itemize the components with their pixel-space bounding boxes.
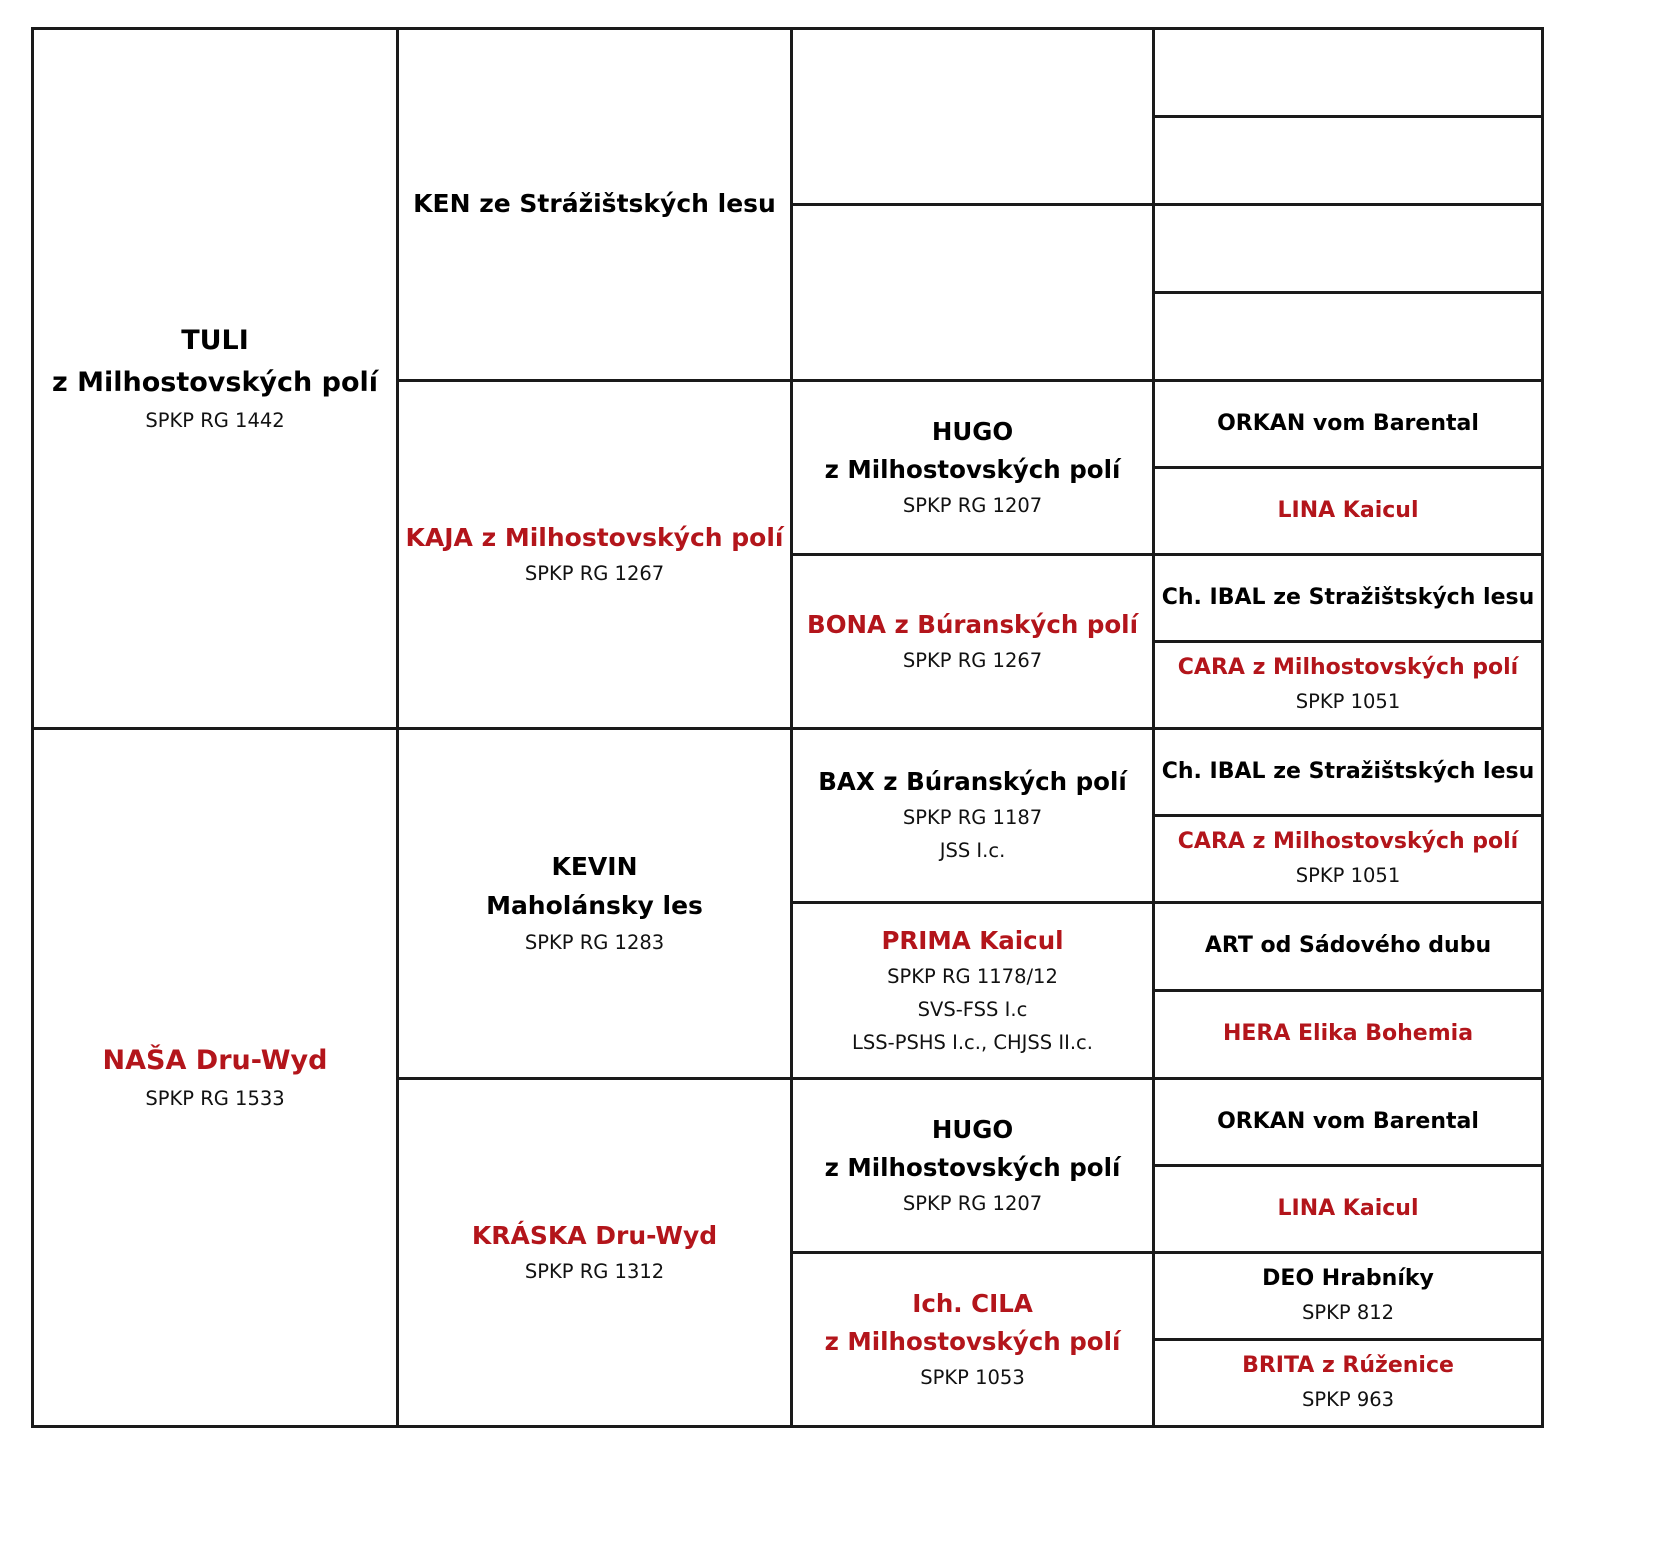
- sire-name-line1: TULI: [181, 325, 249, 357]
- sire-dam-dam-reg: SPKP RG 1267: [902, 648, 1043, 672]
- dam-dam-sire-name-line1: HUGO: [931, 1114, 1014, 1144]
- ancestor-cell-8: [1154, 642, 1543, 729]
- dam-sire-sire-reg: SPKP RG 1187: [902, 806, 1043, 830]
- ancestor-cell-7: [1154, 555, 1543, 642]
- sire-dam-cell: [398, 381, 792, 729]
- ancestor-name-9: Ch. IBAL ze Stražištských lesu: [1161, 758, 1535, 784]
- sire-dam-sire-name-line2: z Milhostovských polí: [824, 454, 1121, 484]
- ancestor-cell-3: [1154, 205, 1543, 293]
- sire-dam-dam-cell: [792, 555, 1154, 729]
- ancestor-reg-16: SPKP 963: [1301, 1388, 1395, 1412]
- ancestor-cell-12: [1154, 991, 1543, 1079]
- ancestor-cell-15: [1154, 1253, 1543, 1340]
- ancestor-cell-5: [1154, 381, 1543, 468]
- ancestor-cell-4: [1154, 293, 1543, 381]
- dam-sire-cell: [398, 729, 792, 1079]
- dam-name: NAŠA Dru-Wyd: [102, 1045, 328, 1076]
- ancestor-cell-2: [1154, 117, 1543, 205]
- sire-reg: SPKP RG 1442: [145, 408, 285, 432]
- ancestor-reg-10: SPKP 1051: [1295, 864, 1401, 888]
- dam-sire-dam-reg: SPKP RG 1178/12: [887, 964, 1058, 988]
- dam-sire-reg: SPKP RG 1283: [524, 930, 665, 954]
- sire-dam-name: KAJA z Milhostovských polí: [405, 522, 784, 552]
- sire-dam-sire-reg: SPKP RG 1207: [902, 493, 1043, 517]
- dam-reg: SPKP RG 1533: [145, 1086, 285, 1110]
- dam-sire-dam-cell: [792, 903, 1154, 1079]
- ancestor-name-15: DEO Hrabníky: [1262, 1266, 1434, 1292]
- sire-cell: [33, 29, 398, 729]
- sire-sire-name: KEN ze Strážištských lesu: [413, 189, 776, 219]
- ancestor-name-14: LINA Kaicul: [1277, 1195, 1419, 1221]
- dam-sire-sire-cell: [792, 729, 1154, 903]
- sire-name-line2: z Milhostovských polí: [51, 366, 379, 398]
- pedigree-table: [31, 27, 1544, 1428]
- ancestor-reg-15: SPKP 812: [1301, 1301, 1395, 1325]
- ancestor-cell-13: [1154, 1079, 1543, 1166]
- dam-sire-sire-title: JSS I.c.: [939, 839, 1006, 863]
- ancestor-cell-10: [1154, 816, 1543, 903]
- ancestor-cell-16: [1154, 1340, 1543, 1427]
- dam-sire-name-line1: KEVIN: [551, 852, 638, 882]
- sire-dam-sire-name-line1: HUGO: [931, 416, 1014, 446]
- sire-sire-cell: [398, 29, 792, 381]
- sire-sire-dam-cell: [792, 205, 1154, 381]
- ancestor-cell-11: [1154, 903, 1543, 991]
- sire-dam-reg: SPKP RG 1267: [524, 562, 665, 586]
- ancestor-cell-1: [1154, 29, 1543, 117]
- dam-dam-dam-name-line2: z Milhostovských polí: [824, 1326, 1121, 1356]
- ancestor-reg-8: SPKP 1051: [1295, 690, 1401, 714]
- dam-dam-reg: SPKP RG 1312: [524, 1260, 665, 1284]
- ancestor-name-16: BRITA z Rúženice: [1242, 1353, 1454, 1379]
- dam-sire-dam-name: PRIMA Kaicul: [881, 925, 1064, 955]
- dam-sire-name-line2: Maholánsky les: [486, 890, 703, 920]
- sire-dam-dam-name: BONA z Búranských polí: [807, 609, 1138, 639]
- ancestor-cell-9: [1154, 729, 1543, 816]
- dam-dam-dam-name-line1: Ich. CILA: [912, 1288, 1033, 1318]
- ancestor-name-5: ORKAN vom Barental: [1217, 410, 1479, 436]
- dam-dam-dam-reg: SPKP 1053: [920, 1365, 1025, 1389]
- ancestor-name-12: HERA Elika Bohemia: [1222, 1021, 1474, 1047]
- sire-sire-sire-cell: [792, 29, 1154, 205]
- ancestor-name-6: LINA Kaicul: [1277, 497, 1419, 523]
- ancestor-name-7: Ch. IBAL ze Stražištských lesu: [1161, 584, 1535, 610]
- dam-dam-sire-name-line2: z Milhostovských polí: [824, 1152, 1121, 1182]
- ancestor-cell-14: [1154, 1166, 1543, 1253]
- dam-dam-sire-cell: [792, 1079, 1154, 1253]
- dam-dam-name: KRÁSKA Dru-Wyd: [471, 1220, 718, 1250]
- ancestor-name-11: ART od Sádového dubu: [1204, 933, 1492, 959]
- ancestor-name-13: ORKAN vom Barental: [1217, 1108, 1479, 1134]
- dam-sire-sire-name: BAX z Búranských polí: [818, 767, 1127, 797]
- dam-sire-dam-title2: LSS-PSHS I.c., CHJSS II.c.: [852, 1031, 1093, 1055]
- dam-cell: [33, 729, 398, 1427]
- ancestor-cell-6: [1154, 468, 1543, 555]
- sire-dam-sire-cell: [792, 381, 1154, 555]
- ancestor-name-8: CARA z Milhostovských polí: [1177, 655, 1519, 681]
- dam-dam-dam-cell: [792, 1253, 1154, 1427]
- dam-dam-cell: [398, 1079, 792, 1427]
- ancestor-name-10: CARA z Milhostovských polí: [1177, 829, 1519, 855]
- dam-dam-sire-reg: SPKP RG 1207: [902, 1191, 1043, 1215]
- dam-sire-dam-title1: SVS-FSS I.c: [917, 997, 1028, 1021]
